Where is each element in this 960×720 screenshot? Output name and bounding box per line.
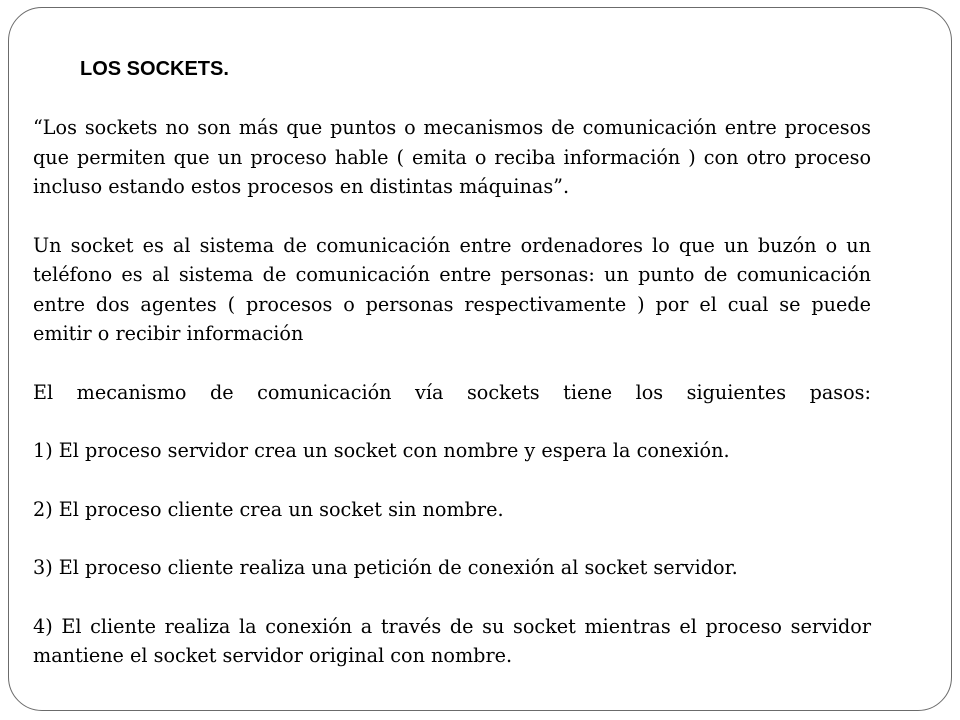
paragraph-analogy: Un socket es al sistema de comunicación entre ordenadores lo que un buzón o un teléfono es al sistema de comunicación entre personas: un punto de comunicación entre dos agentes ( procesos o personas respectivamente ) por el cual se puede emitir o recibir información (33, 233, 871, 345)
slide-title: LOS SOCKETS. (80, 58, 229, 80)
step-2: 2) El proceso cliente crea un socket sin nombre. (33, 497, 504, 521)
step-1: 1) El proceso servidor crea un socket con nombre y espera la conexión. (33, 439, 730, 462)
step-3: 3) El proceso cliente realiza una petición de conexión al socket servidor. (33, 556, 738, 579)
slide-body (33, 113, 871, 671)
paragraph-definition: “Los sockets no son más que puntos o mecanismos de comunicación entre procesos que permiten que un proceso hable ( emita o reciba información ) con otro proceso incluso estando estos procesos en distintas máquinas”. (33, 116, 871, 198)
paragraph-steps-intro: El mecanismo de comunicación vía sockets tiene los siguientes pasos: (33, 380, 871, 404)
step-4: 4) El cliente realiza la conexión a través de su socket mientras el proceso servidor mantiene el socket servidor original con nombre. (33, 614, 871, 667)
